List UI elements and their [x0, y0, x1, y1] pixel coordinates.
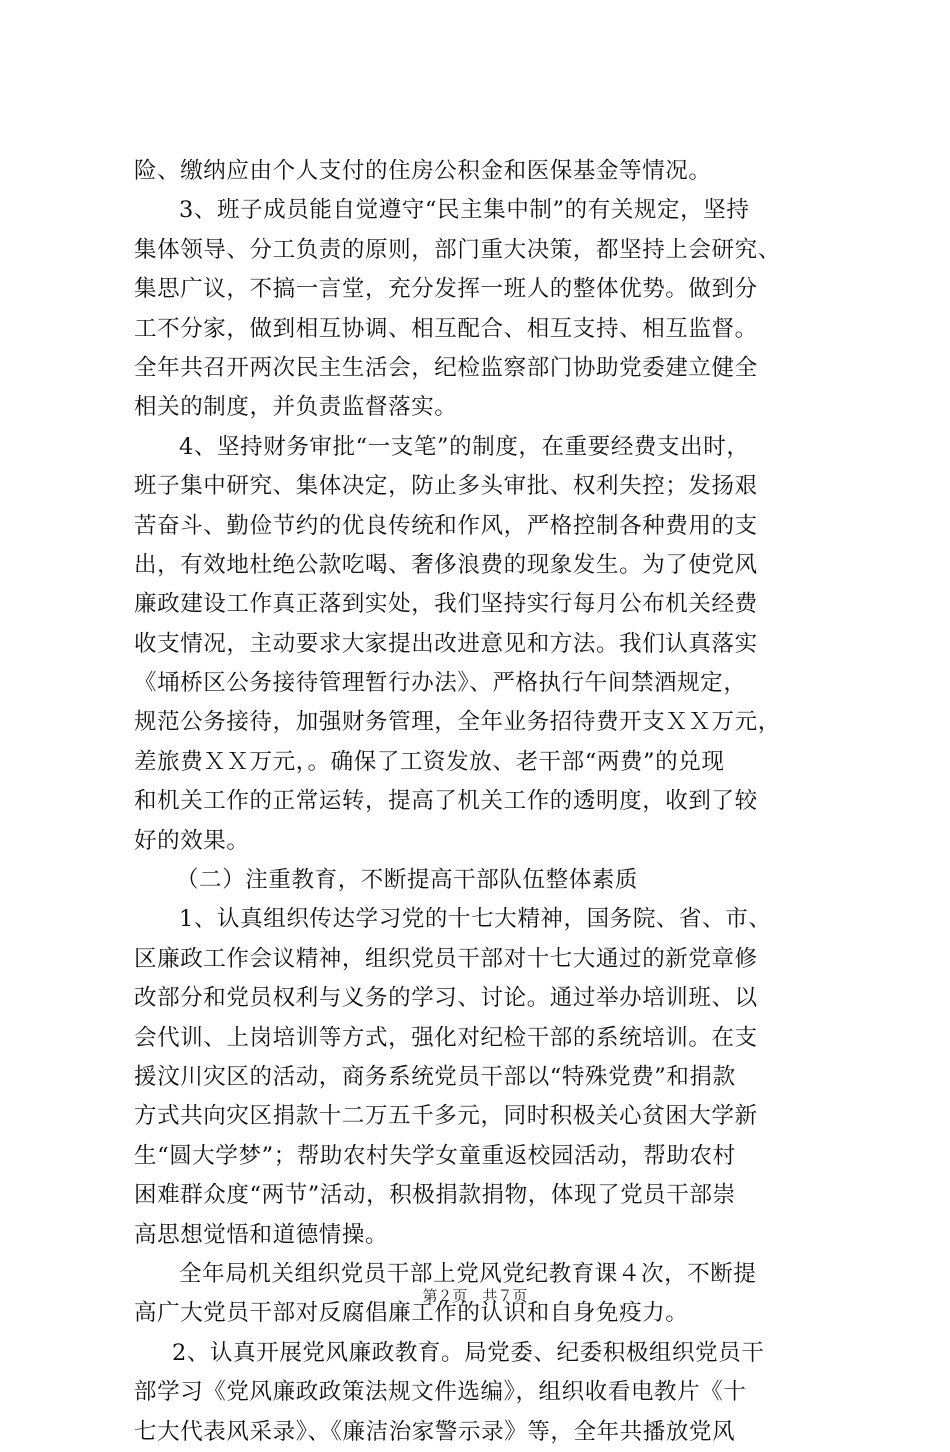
- paragraph-start: 1、认真组织传达学习党的十七大精神，国务院、省、市、: [179, 906, 772, 933]
- text-line: 改部分和党员权利与义务的学习、讨论。通过举办培训班、以: [134, 985, 758, 1012]
- text-line: 高思想觉悟和道德情操。: [134, 1221, 389, 1248]
- page-number-footer: 第２页 共７页: [422, 1287, 528, 1305]
- text-line: 差旅费ＸＸ万元，。确保了工资发放、老干部“两费”的兑现: [134, 748, 725, 775]
- text-line: 集思广议，不搞一言堂，充分发挥一班人的整体优势。做到分: [134, 276, 758, 303]
- text-line: 全年共召开两次民主生活会，纪检监察部门协助党委建立健全: [134, 354, 758, 381]
- text-line: 工不分家，做到相互协调、相互配合、相互支持、相互监督。: [134, 315, 758, 342]
- text-line: 收支情况，主动要求大家提出改进意见和方法。我们认真落实: [134, 630, 758, 657]
- section-heading: （二）注重教育，不断提高干部队伍整体素质: [176, 867, 639, 894]
- text-line: 集体领导、分工负责的原则，部门重大决策，都坚持上会研究、: [134, 236, 781, 263]
- text-line: 规范公务接待，加强财务管理，全年业务招待费开支ＸＸ万元，: [134, 709, 781, 736]
- text-line: 援汶川灾区的活动，商务系统党员干部以“特殊党费”和捐款: [134, 1063, 736, 1090]
- text-line: 和机关工作的正常运转，提高了机关工作的透明度，收到了较: [134, 788, 758, 815]
- paragraph-start: 3、班子成员能自觉遵守“民主集中制”的有关规定，坚持: [179, 197, 750, 224]
- text-line: 高广大党员干部对反腐倡廉工作的认识和自身免疫力。: [134, 1300, 689, 1327]
- text-line: 方式共向灾区捐款十二万五千多元，同时积极关心贫困大学新: [134, 1103, 758, 1130]
- text-line: 好的效果。: [134, 827, 250, 854]
- paragraph-start: 4、坚持财务审批“一支笔”的制度，在重要经费支出时，: [179, 433, 750, 460]
- text-line: 廉政建设工作真正落到实处，我们坚持实行每月公布机关经费: [134, 591, 758, 618]
- text-line: 困难群众度“两节”活动，积极捐款捐物，体现了党员干部崇: [134, 1182, 736, 1209]
- text-line: 险、缴纳应由个人支付的住房公积金和医保基金等情况。: [134, 158, 712, 184]
- text-line: 会代训、上岗培训等方式，强化对纪检干部的系统培训。在支: [134, 1024, 758, 1051]
- paragraph-start: 全年局机关组织党员干部上党风党纪教育课４次，不断提: [179, 1260, 757, 1287]
- document-body: [134, 152, 834, 1452]
- text-line: 班子集中研究、集体决定，防止多头审批、权利失控；发扬艰: [134, 473, 758, 500]
- paragraph-start: 2、认真开展党风廉政教育。局党委、纪委积极组织党员干: [172, 1339, 765, 1366]
- text-line: 苦奋斗、勤俭节约的优良传统和作风，严格控制各种费用的支: [134, 512, 758, 539]
- text-line: 部学习《党风廉政政策法规文件选编》，组织收看电教片《十: [134, 1379, 747, 1406]
- text-line: 区廉政工作会议精神，组织党员干部对十七大通过的新党章修: [134, 945, 758, 972]
- text-line: 相关的制度，并负责监督落实。: [134, 394, 458, 421]
- text-line: 《埇桥区公务接待管理暂行办法》、严格执行午间禁酒规定，: [134, 670, 747, 697]
- text-line: 出，有效地杜绝公款吃喝、奢侈浪费的现象发生。为了使党风: [134, 551, 758, 578]
- text-line: 生“圆大学梦”；帮助农村失学女童重返校园活动，帮助农村: [134, 1142, 736, 1169]
- text-line: 七大代表风采录》、《廉洁治家警示录》等，全年共播放党风: [134, 1418, 736, 1445]
